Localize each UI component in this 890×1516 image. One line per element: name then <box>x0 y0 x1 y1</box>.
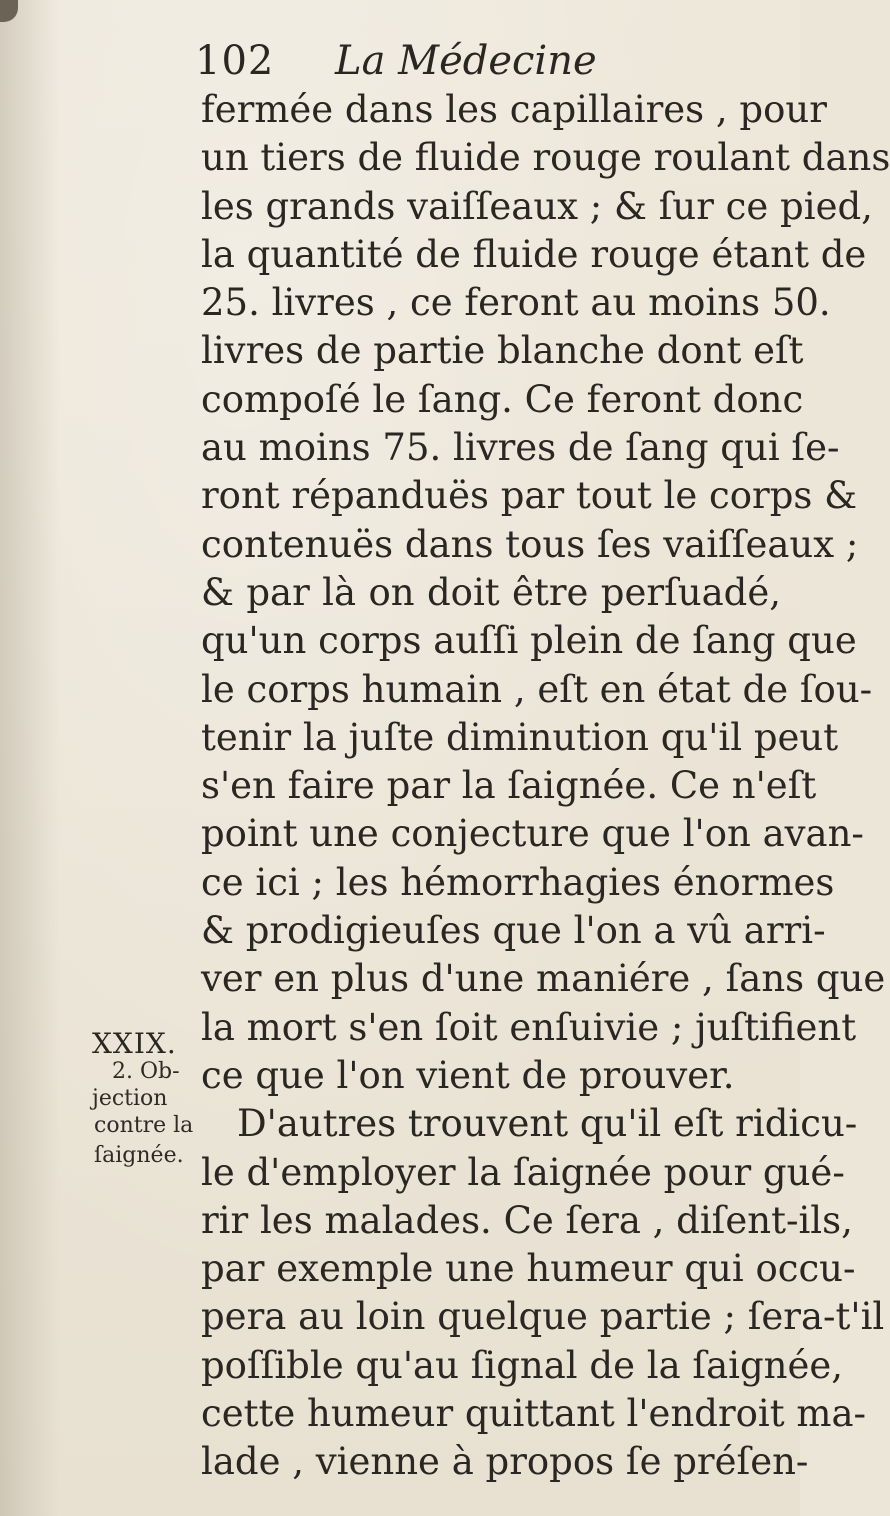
page-edge-shadow <box>0 0 60 1516</box>
margin-note-line: jection <box>92 1086 168 1111</box>
margin-note-line: ſaignée. <box>94 1143 184 1168</box>
text-line: contenuës dans tous ſes vaiſſeaux ; <box>201 522 859 566</box>
margin-note-line: contre la <box>94 1113 194 1138</box>
text-line: rir les malades. Ce ſera , diſent-ils, <box>201 1198 853 1242</box>
text-line: compoſé le ſang. Ce feront donc <box>201 377 804 421</box>
text-line: par exemple une humeur qui occu- <box>201 1247 856 1291</box>
text-line: point une conjecture que l'on avan- <box>201 812 864 856</box>
margin-section-numeral: XXIX. <box>92 1027 177 1060</box>
text-line: ce que l'on vient de prouver. <box>201 1053 735 1097</box>
page-number: 102 <box>195 38 275 84</box>
text-line: le d'employer la ſaignée pour gué- <box>201 1150 845 1194</box>
text-line: & par là on doit être perſuadé, <box>201 570 781 614</box>
text-line: 25. livres , ce feront au moins 50. <box>201 281 831 325</box>
running-title: La Médecine <box>335 38 597 84</box>
text-line: & prodigieuſes que l'on a vû arri- <box>201 909 826 953</box>
text-line: un tiers de fluide rouge roulant dans <box>201 136 890 180</box>
text-line: la mort s'en ſoit enſuivie ; juſtifient <box>201 1005 857 1049</box>
text-line: le corps humain , eſt en état de ſou- <box>201 667 873 711</box>
text-line: cette humeur quittant l'endroit ma- <box>201 1392 867 1436</box>
text-line: D'autres trouvent qu'il eſt ridicu- <box>237 1102 858 1146</box>
text-line: livres de partie blanche dont eſt <box>201 329 804 373</box>
text-line: la quantité de fluide rouge étant de <box>201 232 867 276</box>
text-line: s'en faire par la ſaignée. Ce n'eſt <box>201 764 817 808</box>
text-line: tenir la juſte diminution qu'il peut <box>201 715 839 759</box>
text-line: ront répanduës par tout le corps & <box>201 474 858 518</box>
margin-note-line: 2. Ob- <box>112 1059 180 1084</box>
body-text <box>201 86 890 1487</box>
text-line: poſſible qu'au ſignal de la ſaignée, <box>201 1343 844 1387</box>
text-line: pera au loin quelque partie ; ſera-t'il <box>201 1295 885 1339</box>
text-line: fermée dans les capillaires , pour <box>201 88 827 131</box>
text-line: qu'un corps auſſi plein de ſang que <box>201 619 857 663</box>
text-line: ver en plus d'une maniére , ſans que <box>201 957 886 1001</box>
text-line: lade , vienne à propos ſe préſen- <box>201 1440 809 1484</box>
text-line: au moins 75. livres de ſang qui ſe- <box>201 426 840 470</box>
text-line: ce ici ; les hémorrhagies énormes <box>201 860 835 904</box>
text-line: les grands vaiſſeaux ; & ſur ce pied, <box>201 184 873 228</box>
